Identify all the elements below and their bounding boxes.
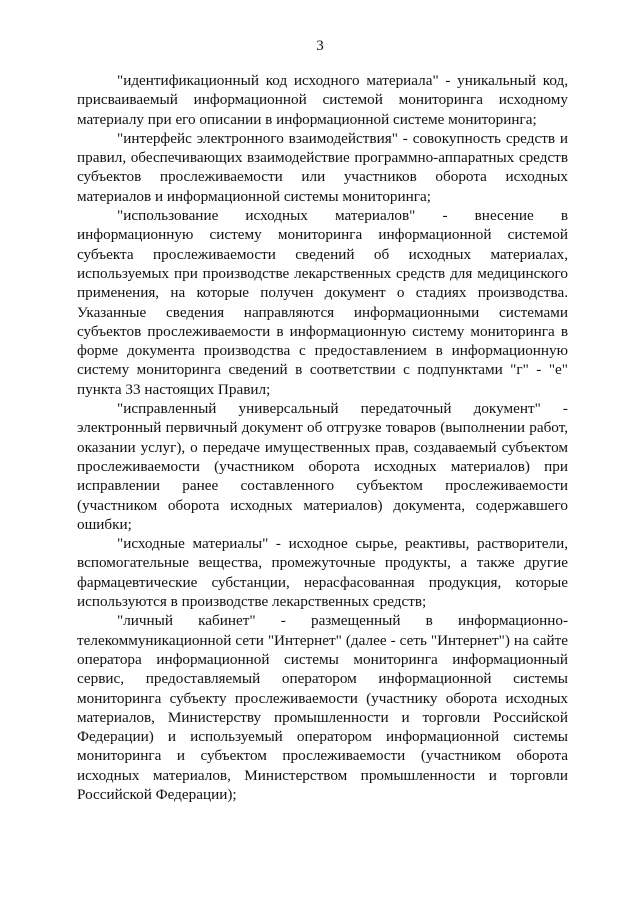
document-body (77, 71, 568, 804)
definition-paragraph: "исправленный универсальный передаточный документ" - электронный первичный документ об отгрузке товаров (выполнении работ, оказании услуг), о передаче имущественных прав, создаваемый субъектом прослеживаемости (участником оборота исходных материалов) при исправлении ранее составленного субъектом прослеживаемости (участником оборота исходных материалов) документа, содержавшего ошибки; (77, 400, 568, 533)
definition-paragraph: "идентификационный код исходного материала" - уникальный код, присваиваемый информационной системой мониторинга исходному материалу при его описании в информационной системе мониторинга; (77, 72, 568, 128)
definition-paragraph: "интерфейс электронного взаимодействия" - совокупность средств и правил, обеспечивающих взаимодействие программно-аппаратных средств субъектов прослеживаемости или участников оборота исходных материалов и информационной системы мониторинга; (77, 129, 568, 205)
page-number: 3 (316, 38, 324, 54)
definition-paragraph: "использование исходных материалов" - внесение в информационную систему мониторинга информационной системой субъекта прослеживаемости сведений об исходных материалах, используемых при производстве лекарственных средств для медицинского применения, на которые получен документ о стадиях производства. Указанные сведения направляются информационными системами субъектов прослеживаемости в информационную систему мониторинга в форме документа производства с предоставлением в информационную систему мониторинга сведений в соответствии с подпунктами "г" - "е" пункта 33 настоящих Правил; (77, 207, 568, 398)
definition-paragraph: "исходные материалы" - исходное сырье, реактивы, растворители, вспомогательные вещества, промежуточные продукты, а также другие фармацевтические субстанции, нерасфасованная продукция, которые используются в производстве лекарственных средств; (77, 535, 568, 611)
definition-paragraph: "личный кабинет" - размещенный в информационно-телекоммуникационной сети "Интернет" (далее - сеть "Интернет") на сайте оператора информационной системы мониторинга информационный сервис, предоставляемый оператором информационной системы мониторинга субъекту прослеживаемости (участнику оборота исходных материалов, Министерству промышленности и торговли Российской Федерации) и используемый оператором информационной системы мониторинга и субъектом прослеживаемости (участником оборота исходных материалов, Министерством промышленности и торговли Российской Федерации); (77, 612, 568, 803)
